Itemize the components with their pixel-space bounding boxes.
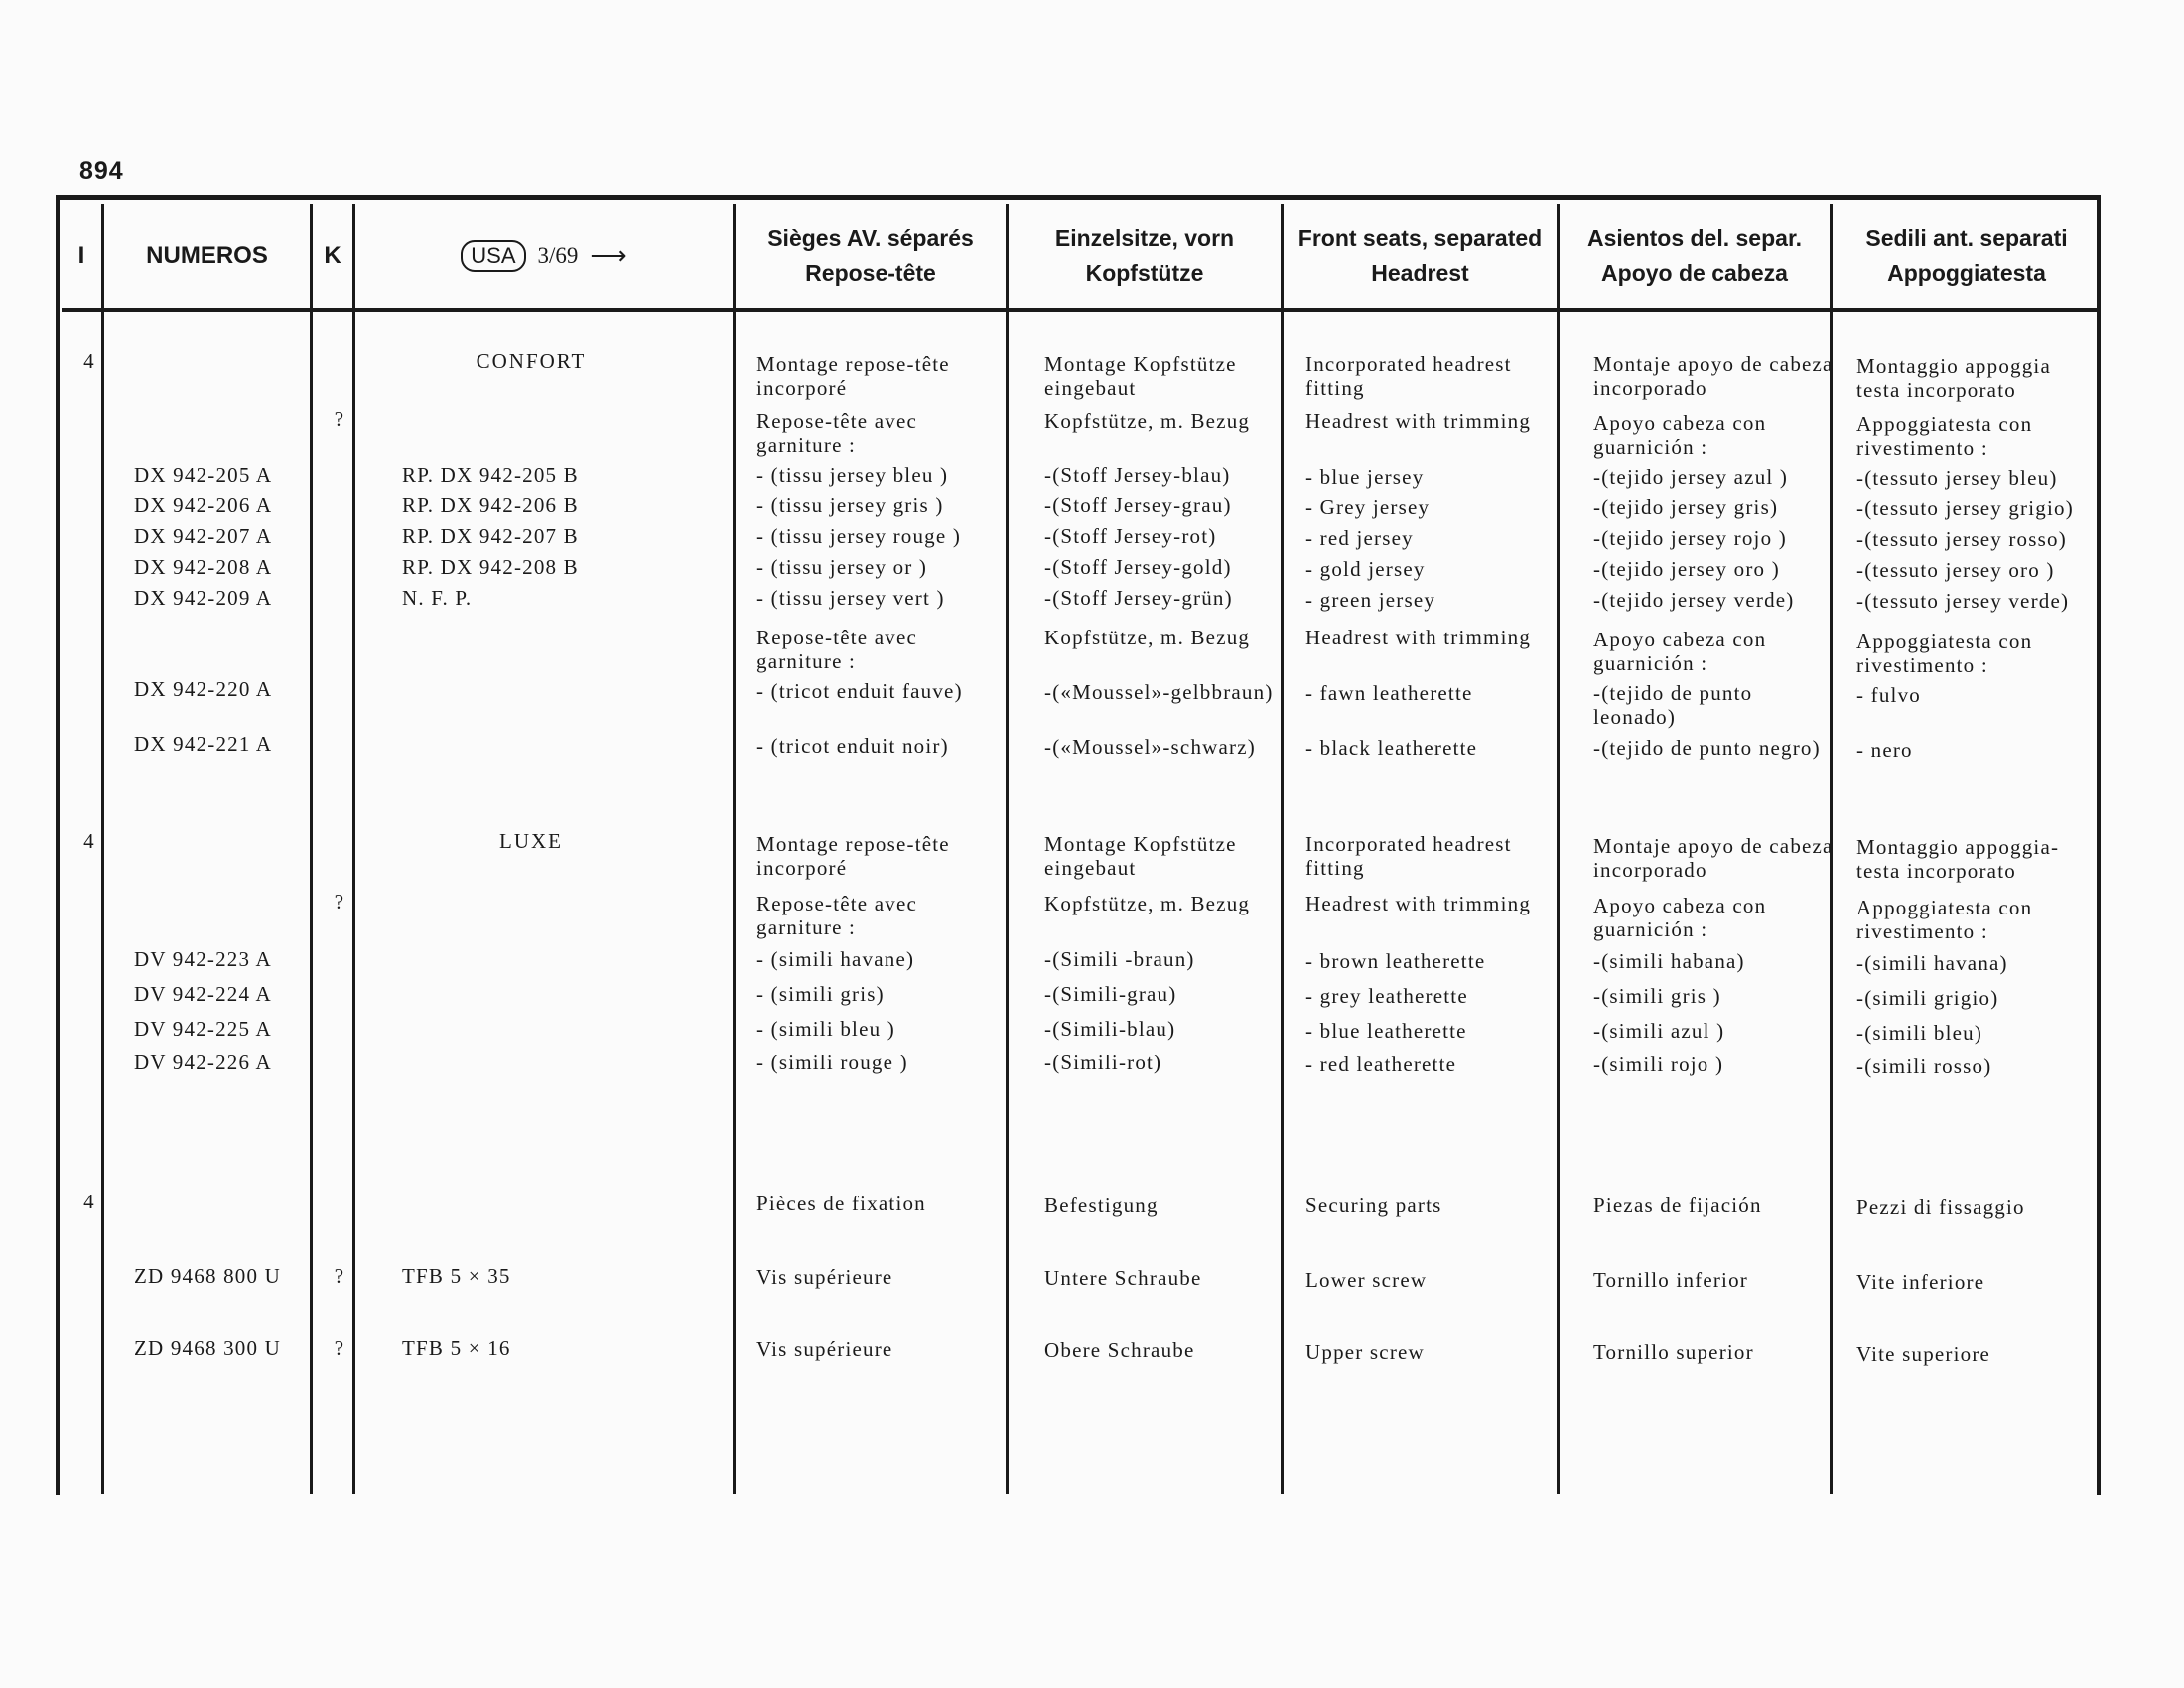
table-row-usa: RP. DX 942-206 B [402, 493, 579, 517]
arrow-right-icon: ⟶ [590, 241, 627, 270]
table-row-it: Vite superiore [1856, 1342, 1991, 1366]
table-row-de: -(Stoff Jersey-gold) [1044, 555, 1232, 579]
header-es-line2: Apoyo de cabeza [1601, 259, 1788, 286]
k-flag: ? [334, 1264, 345, 1288]
mount-es: Montaje apoyo de cabeza incorporado [1593, 834, 1834, 882]
table-row-de: Untere Schraube [1044, 1266, 1202, 1290]
header-en-line1: Front seats, separated [1297, 224, 1543, 251]
mount-en: Incorporated headrest fitting [1305, 352, 1512, 400]
table-row-en: Lower screw [1305, 1268, 1428, 1292]
table-row-es: -(tejido jersey verde) [1593, 588, 1795, 612]
usa-date: 3/69 [537, 243, 579, 268]
mount-en: Incorporated headrest fitting [1305, 832, 1512, 880]
table-row-de: -(Simili-rot) [1044, 1051, 1162, 1074]
mount-fr: Montage repose-tête incorporé [756, 832, 950, 880]
table-row-es: -(tejido jersey gris) [1593, 495, 1779, 519]
table-row-en: - black leatherette [1305, 736, 1478, 760]
header-es-line1: Asientos del. separ. [1586, 224, 1803, 251]
trim-it: Appoggiatesta con rivestimento : [1856, 412, 2033, 460]
table-row-de: -(Simili-grau) [1044, 982, 1177, 1006]
table-row-es: -(simili rojo ) [1593, 1053, 1724, 1076]
table-row-en: - red leatherette [1305, 1053, 1457, 1076]
table-row-num: DV 942-223 A [134, 947, 272, 971]
table-row-de: -(Stoff Jersey-grau) [1044, 493, 1232, 517]
table-row-fr: - (tricot enduit fauve) [756, 679, 963, 703]
mount-it: Montaggio appoggia testa incorporato [1856, 354, 2051, 402]
table-row-es: -(tejido de punto negro) [1593, 736, 1821, 760]
fixation-heading-en: Securing parts [1305, 1194, 1442, 1217]
table-row-usa: N. F. P. [402, 586, 473, 610]
fixation-heading-de: Befestigung [1044, 1194, 1159, 1217]
table-row-num: DX 942-205 A [134, 463, 273, 487]
k-flag: ? [334, 407, 345, 431]
table-row-it: -(tessuto jersey verde) [1856, 589, 2070, 613]
table-row-en: - Grey jersey [1305, 495, 1431, 519]
column-divider [1006, 204, 1009, 1494]
header-fr-line1: Sièges AV. séparés [767, 224, 974, 251]
table-row-fr: - (tissu jersey rouge ) [756, 524, 962, 548]
table-row-num: DV 942-225 A [134, 1017, 272, 1041]
table-row-de: -(«Moussel»-gelbbraun) [1044, 680, 1274, 704]
trim-it: Appoggiatesta con rivestimento : [1856, 896, 2033, 943]
section-title-luxe: LUXE [499, 829, 563, 853]
trim-de: Kopfstütze, m. Bezug [1044, 892, 1251, 915]
table-row-usa: RP. DX 942-207 B [402, 524, 579, 548]
table-row-fr: - (tricot enduit noir) [756, 734, 949, 758]
table-row-de: -(Stoff Jersey-blau) [1044, 463, 1231, 487]
table-row-en: - grey leatherette [1305, 984, 1468, 1008]
header-fr [736, 213, 1006, 298]
header-es [1560, 213, 1830, 298]
table-row-en: - blue leatherette [1305, 1019, 1467, 1043]
table-row-it: -(simili grigio) [1856, 986, 1999, 1010]
header-fr-line2: Repose-tête [805, 259, 936, 286]
trim2-es: Apoyo cabeza con guarnición : [1593, 628, 1767, 675]
header-it [1833, 213, 2101, 298]
table-row-en: Upper screw [1305, 1340, 1425, 1364]
header-de-line2: Kopfstütze [1085, 259, 1204, 286]
mount-de: Montage Kopfstütze eingebaut [1044, 352, 1237, 400]
trim-es: Apoyo cabeza con guarnición : [1593, 894, 1767, 941]
table-row-it: -(tessuto jersey rosso) [1856, 527, 2067, 551]
table-row-en: - blue jersey [1305, 465, 1425, 489]
page-number: 894 [79, 157, 124, 185]
header-de-line1: Einzelsitze, vorn [1054, 224, 1235, 251]
table-row-num: DX 942-206 A [134, 493, 273, 517]
header-numeros: NUMEROS [146, 242, 268, 269]
table-row-de: Obere Schraube [1044, 1338, 1195, 1362]
table-row-fr: - (tissu jersey or ) [756, 555, 928, 579]
table-row-it: -(simili rosso) [1856, 1055, 1992, 1078]
table-row-fr: - (tissu jersey bleu ) [756, 463, 949, 487]
trim-fr: Repose-tête avec garniture : [756, 409, 918, 457]
column-divider [733, 204, 736, 1494]
table-row-num: DX 942-209 A [134, 586, 273, 610]
table-row-es: -(simili habana) [1593, 949, 1745, 973]
table-row-num: DV 942-224 A [134, 982, 272, 1006]
header-it-line2: Appoggiatesta [1887, 259, 2046, 286]
section-title-confort: CONFORT [476, 350, 587, 373]
table-row-fr: Vis supérieure [756, 1265, 893, 1289]
table-row-de: -(Simili-blau) [1044, 1017, 1176, 1041]
table-row-es: -(simili gris ) [1593, 984, 1721, 1008]
trim2-fr: Repose-tête avec garniture : [756, 626, 918, 673]
trim-es: Apoyo cabeza con guarnición : [1593, 411, 1767, 459]
column-divider [310, 204, 313, 1494]
fixation-heading-es: Piezas de fijación [1593, 1194, 1762, 1217]
usa-date-group [461, 238, 626, 273]
table-row-it: - fulvo [1856, 683, 1921, 707]
table-row-num: DX 942-220 A [134, 677, 273, 701]
section-index: 4 [83, 829, 95, 853]
table-row-es: -(simili azul ) [1593, 1019, 1725, 1043]
table-row-en: - fawn leatherette [1305, 681, 1473, 705]
table-row-fr: - (simili gris) [756, 982, 885, 1006]
k-flag: ? [334, 1336, 345, 1360]
table-row-num: ZD 9468 300 U [134, 1336, 282, 1360]
table-row-it: Vite inferiore [1856, 1270, 1985, 1294]
table-row-es: -(tejido jersey oro ) [1593, 557, 1780, 581]
column-divider [101, 204, 104, 1494]
trim2-it: Appoggiatesta con rivestimento : [1856, 630, 2033, 677]
table-row-fr: - (tissu jersey vert ) [756, 586, 945, 610]
trim-de: Kopfstütze, m. Bezug [1044, 409, 1251, 433]
table-row-it: -(tessuto jersey grigio) [1856, 496, 2074, 520]
section-index: 4 [83, 1190, 95, 1213]
header-index: I [77, 242, 85, 269]
section-index: 4 [83, 350, 95, 373]
table-row-es: -(tejido de punto leonado) [1593, 681, 1753, 729]
column-divider [352, 204, 355, 1494]
table-row-num: DV 942-226 A [134, 1051, 272, 1074]
table-row-es: Tornillo inferior [1593, 1268, 1748, 1292]
mount-de: Montage Kopfstütze eingebaut [1044, 832, 1237, 880]
trim-en: Headrest with trimming [1305, 892, 1532, 915]
usa-badge: USA [461, 240, 525, 272]
table-row-it: -(simili bleu) [1856, 1021, 1983, 1045]
table-row-it: - nero [1856, 738, 1913, 762]
table-row-es: Tornillo superior [1593, 1340, 1754, 1364]
fixation-heading-fr: Pièces de fixation [756, 1192, 926, 1215]
mount-fr: Montage repose-tête incorporé [756, 352, 950, 400]
fixation-heading-it: Pezzi di fissaggio [1856, 1196, 2025, 1219]
trim2-de: Kopfstütze, m. Bezug [1044, 626, 1251, 649]
table-row-es: -(tejido jersey azul ) [1593, 465, 1789, 489]
table-row-de: -(«Moussel»-schwarz) [1044, 735, 1256, 759]
table-row-it: -(tessuto jersey bleu) [1856, 466, 2058, 490]
table-row-fr: Vis supérieure [756, 1337, 893, 1361]
table-row-num: DX 942-208 A [134, 555, 273, 579]
table-row-usa: TFB 5 × 35 [402, 1264, 511, 1288]
header-k: K [324, 242, 341, 269]
mount-it: Montaggio appoggia- testa incorporato [1856, 835, 2060, 883]
table-row-fr: - (simili rouge ) [756, 1051, 908, 1074]
header-en-line2: Headrest [1371, 259, 1469, 286]
trim-fr: Repose-tête avec garniture : [756, 892, 918, 939]
table-row-usa: RP. DX 942-205 B [402, 463, 579, 487]
table-row-en: - green jersey [1305, 588, 1436, 612]
table-row-num: DX 942-221 A [134, 732, 273, 756]
table-row-de: -(Simili -braun) [1044, 947, 1195, 971]
k-flag: ? [334, 890, 345, 914]
trim-en: Headrest with trimming [1305, 409, 1532, 433]
header-en [1284, 213, 1557, 298]
table-row-num: ZD 9468 800 U [134, 1264, 282, 1288]
trim2-en: Headrest with trimming [1305, 626, 1532, 649]
table-row-usa: TFB 5 × 16 [402, 1336, 511, 1360]
table-row-num: DX 942-207 A [134, 524, 273, 548]
header-it-line1: Sedili ant. separati [1865, 224, 2068, 251]
table-row-it: -(tessuto jersey oro ) [1856, 558, 2055, 582]
table-row-fr: - (simili havane) [756, 947, 915, 971]
table-row-en: - red jersey [1305, 526, 1414, 550]
header-rule [62, 308, 2099, 312]
table-row-usa: RP. DX 942-208 B [402, 555, 579, 579]
table-row-de: -(Stoff Jersey-rot) [1044, 524, 1217, 548]
table-row-de: -(Stoff Jersey-grün) [1044, 586, 1233, 610]
header-usa [355, 213, 733, 298]
header-de [1009, 213, 1281, 298]
table-row-es: -(tejido jersey rojo ) [1593, 526, 1787, 550]
table-row-en: - brown leatherette [1305, 949, 1486, 973]
mount-es: Montaje apoyo de cabeza incorporado [1593, 352, 1834, 400]
table-row-fr: - (tissu jersey gris ) [756, 493, 944, 517]
table-row-it: -(simili havana) [1856, 951, 2008, 975]
table-row-en: - gold jersey [1305, 557, 1426, 581]
table-row-fr: - (simili bleu ) [756, 1017, 895, 1041]
